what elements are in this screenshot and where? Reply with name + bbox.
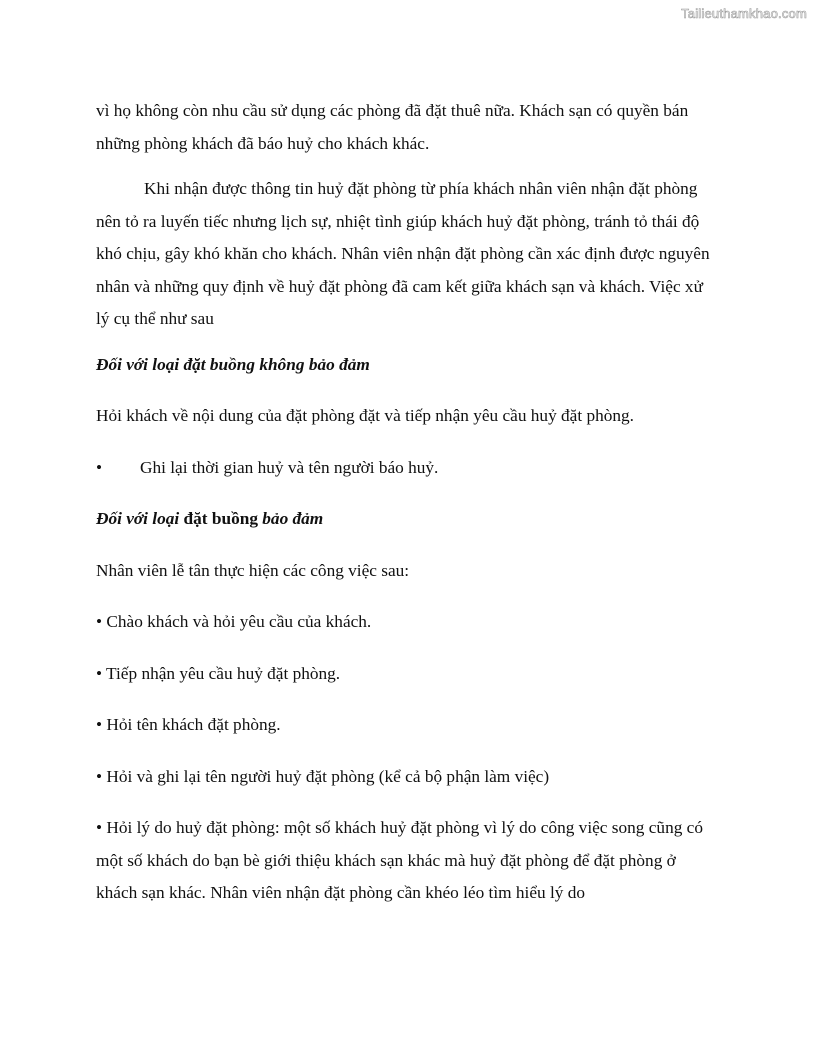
list-item: • Hỏi lý do huỷ đặt phòng: một số khách huỷ đặt phòng vì lý do công việc song cũng có một số khách do bạn bè giới thiệu khách sạn khác mà huỷ đặt phòng để đặt phòng ở khách sạn khác. Nhân viên nhận đặt phòng cần khéo léo tìm hiểu lý do (96, 818, 703, 902)
heading-part-1: Đối với loại (96, 509, 184, 528)
heading-part-3: bảo đảm (262, 509, 324, 528)
heading-part-2: đặt buồng (183, 509, 263, 528)
section1-bullet (96, 452, 720, 485)
list-item: • Chào khách và hỏi yêu cầu của khách. (96, 612, 372, 631)
document-page (96, 95, 720, 910)
paragraph-intro: vì họ không còn nhu cầu sử dụng các phòng đã đặt thuê nữa. Khách sạn có quyền bán những phòng khách đã báo huỷ cho khách khác. (96, 101, 689, 153)
section-heading-guaranteed (96, 503, 720, 536)
watermark-text: Tailieuthamkhao.com (681, 6, 807, 21)
paragraph-cancellation: Khi nhận được thông tin huỷ đặt phòng từ phía khách nhân viên nhận đặt phòng nên tỏ ra luyến tiếc nhưng lịch sự, nhiệt tình giúp khách huỷ đặt phòng, tránh tỏ thái độ khó chịu, gây khó khăn cho khách. Nhân viên nhận đặt phòng cần xác định được nguyên nhân và những quy định về huỷ đặt phòng đã cam kết giữa khách sạn và khách. Việc xử lý cụ thể như sau (96, 179, 710, 328)
section-heading-unguaranteed: Đối với loại đặt buồng không bảo đảm (96, 354, 370, 374)
list-item: • Hỏi tên khách đặt phòng. (96, 715, 281, 734)
bullet-text: Ghi lại thời gian huỷ và tên người báo huỷ. (140, 457, 439, 477)
list-item: • Hỏi và ghi lại tên người huỷ đặt phòng (kể cả bộ phận làm việc) (96, 766, 550, 786)
section2-intro: Nhân viên lễ tân thực hiện các công việc sau: (96, 560, 410, 580)
section1-intro: Hỏi khách về nội dung của đặt phòng đặt và tiếp nhận yêu cầu huỷ đặt phòng. (96, 406, 634, 425)
bullet-symbol: • (96, 457, 103, 477)
list-item: • Tiếp nhận yêu cầu huỷ đặt phòng. (96, 663, 341, 683)
